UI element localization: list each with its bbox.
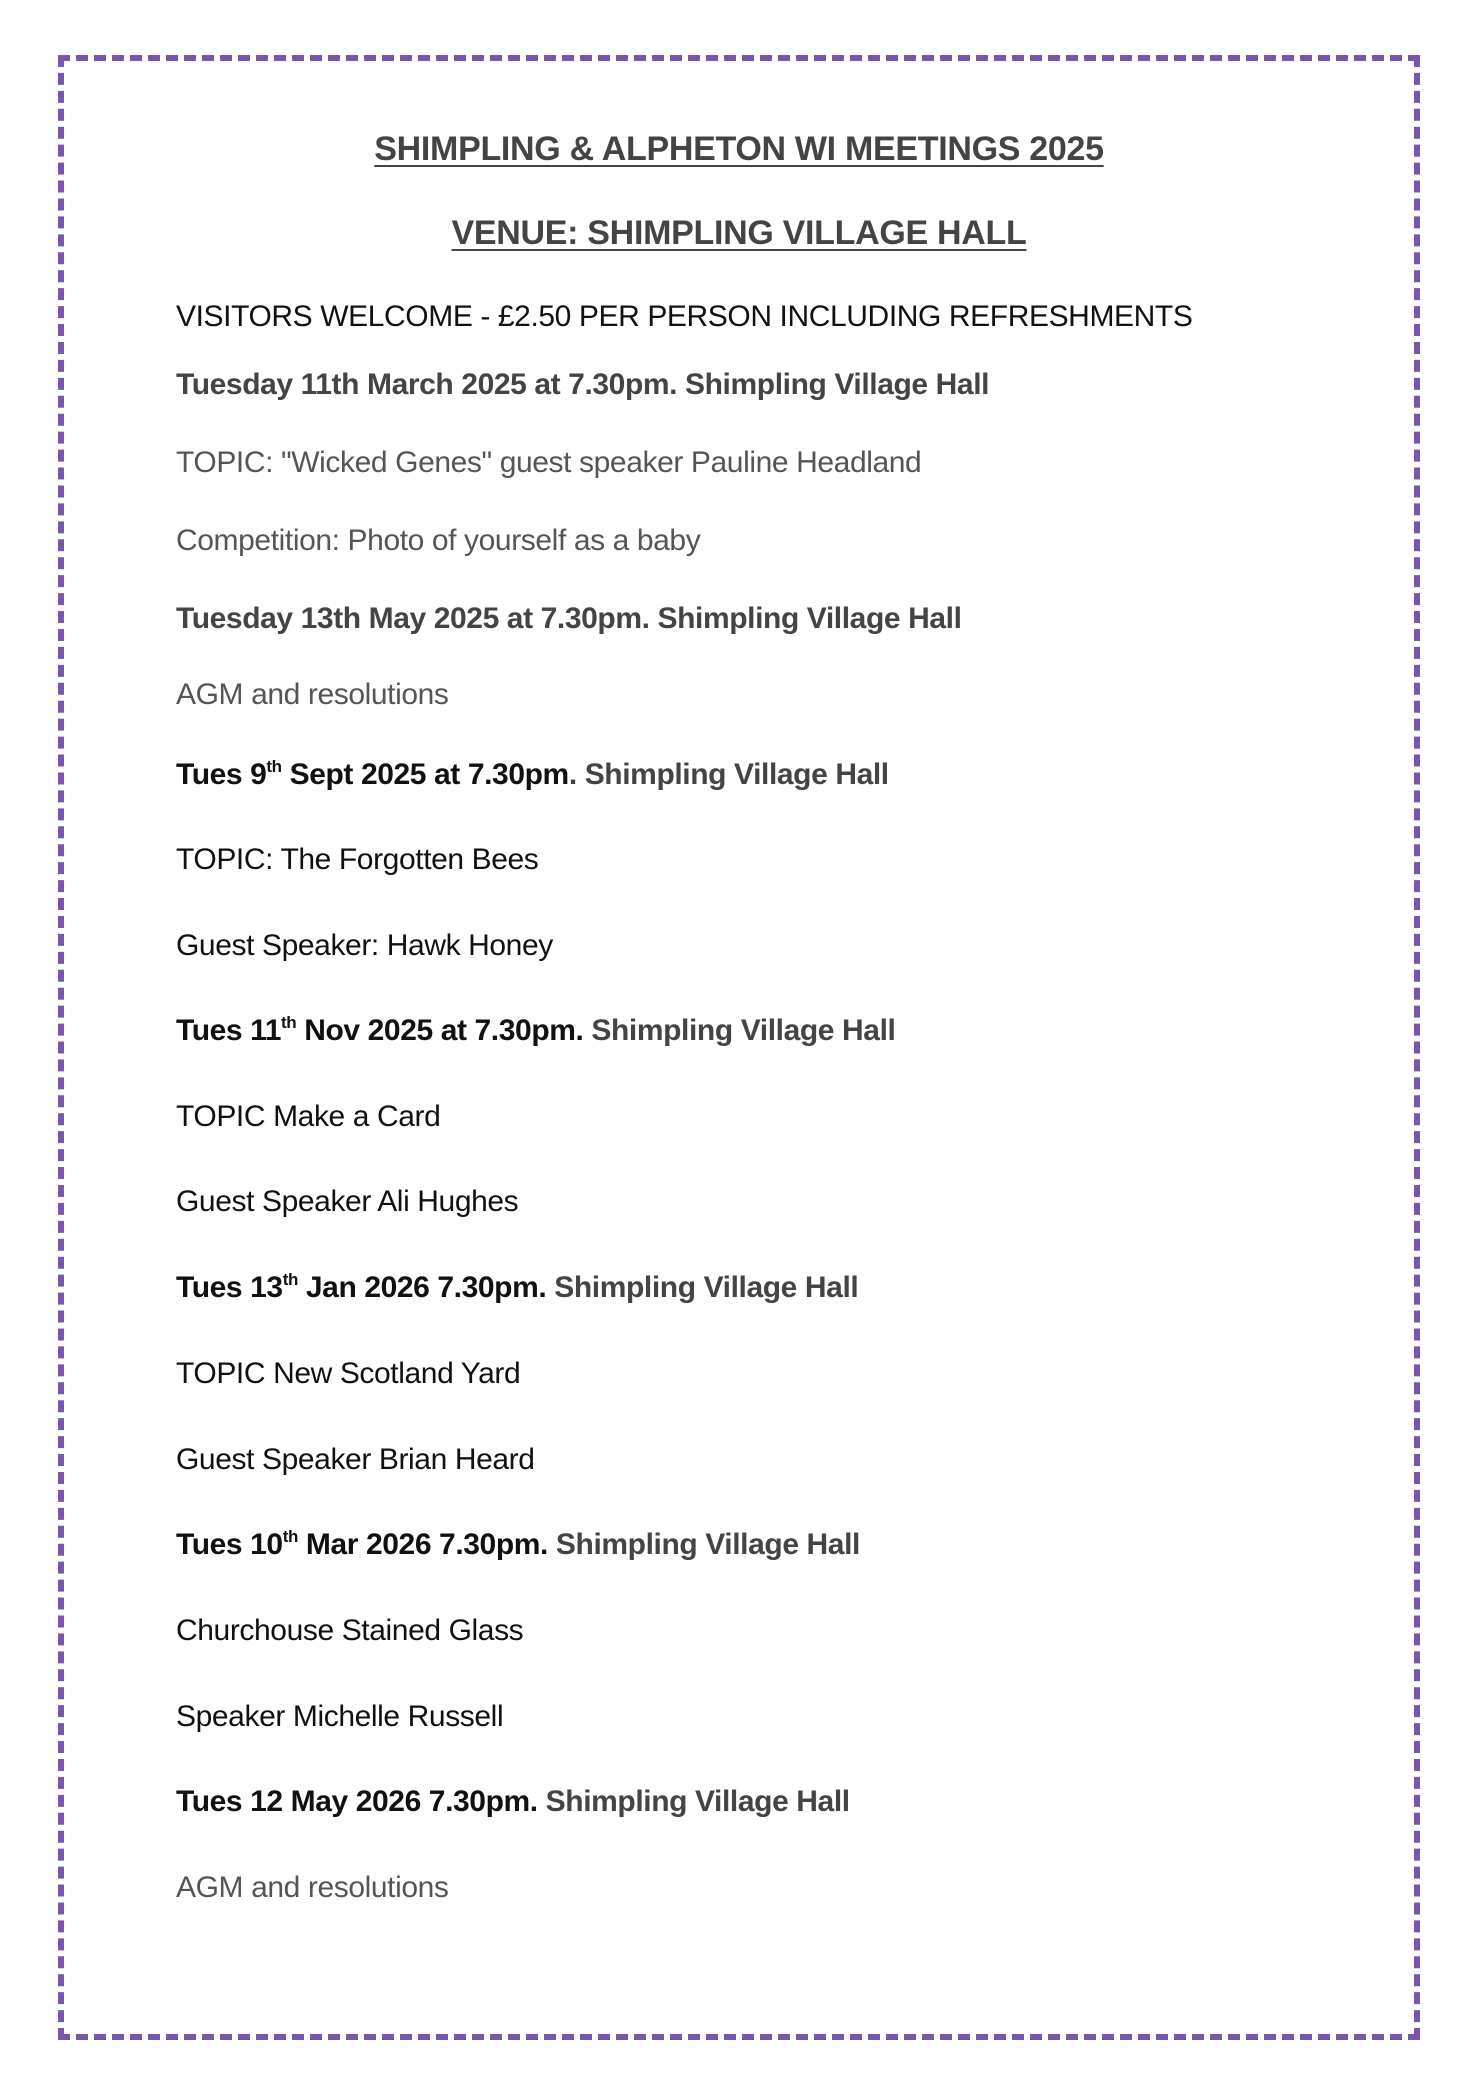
meeting-3-date-prefix: Tues 9 <box>176 758 267 791</box>
meeting-1-topic: TOPIC: "Wicked Genes" guest speaker Pauline Headland <box>176 446 922 479</box>
meeting-4-date-main: Nov 2025 at 7.30pm. <box>296 1014 584 1047</box>
meeting-5-date-sup: th <box>282 1270 298 1289</box>
meeting-3-date <box>176 757 889 791</box>
meeting-4-venue: Shimpling Village Hall <box>583 1014 896 1047</box>
meeting-1-competition: Competition: Photo of yourself as a baby <box>176 524 701 557</box>
meeting-6-date-prefix: Tues 10 <box>176 1528 283 1561</box>
meeting-6-venue: Shimpling Village Hall <box>547 1528 860 1561</box>
meeting-6-speaker: Speaker Michelle Russell <box>176 1700 504 1733</box>
meeting-7-venue: Shimpling Village Hall <box>537 1785 850 1818</box>
meeting-6-topic: Churchouse Stained Glass <box>176 1614 524 1647</box>
page-border <box>58 55 1420 2040</box>
meeting-2-date: Tuesday 13th May 2025 at 7.30pm. Shimpling Village Hall <box>176 602 962 635</box>
meeting-3-speaker: Guest Speaker: Hawk Honey <box>176 929 553 962</box>
meeting-2-detail: AGM and resolutions <box>176 678 449 711</box>
meeting-7-detail: AGM and resolutions <box>176 1871 449 1904</box>
meeting-4-date-sup: th <box>281 1013 297 1032</box>
meeting-5-date-prefix: Tues 13 <box>176 1271 283 1304</box>
meeting-5-speaker: Guest Speaker Brian Heard <box>176 1443 535 1476</box>
meeting-6-date <box>176 1527 860 1561</box>
meeting-3-topic: TOPIC: The Forgotten Bees <box>176 843 539 876</box>
meeting-6-date-main: Mar 2026 7.30pm. <box>297 1528 548 1561</box>
meeting-3-venue: . Shimpling Village Hall <box>568 758 889 791</box>
document-title: SHIMPLING & ALPHETON WI MEETINGS 2025 <box>374 130 1104 168</box>
meeting-3-date-sup: th <box>266 757 282 776</box>
meeting-5-date <box>176 1270 859 1304</box>
meeting-3-date-main: Sept 2025 at 7.30pm <box>281 758 569 791</box>
meeting-5-venue: Shimpling Village Hall <box>546 1271 859 1304</box>
meeting-6-date-sup: th <box>282 1527 298 1546</box>
visitors-notice: VISITORS WELCOME - £2.50 PER PERSON INCLUDING REFRESHMENTS <box>176 300 1193 333</box>
meeting-4-date-prefix: Tues 11 <box>176 1014 282 1047</box>
meeting-4-date <box>176 1013 896 1047</box>
venue-heading: VENUE: SHIMPLING VILLAGE HALL <box>451 214 1027 252</box>
meeting-1-date: Tuesday 11th March 2025 at 7.30pm. Shimpling Village Hall <box>176 368 990 401</box>
meeting-7-date-main: Tues 12 May 2026 7.30pm. <box>176 1785 538 1818</box>
meeting-5-date-main: Jan 2026 7.30pm. <box>297 1271 547 1304</box>
meeting-4-speaker: Guest Speaker Ali Hughes <box>176 1185 519 1218</box>
meeting-4-topic: TOPIC Make a Card <box>176 1100 441 1133</box>
meeting-5-topic: TOPIC New Scotland Yard <box>176 1357 521 1390</box>
meeting-7-date <box>176 1787 850 1817</box>
